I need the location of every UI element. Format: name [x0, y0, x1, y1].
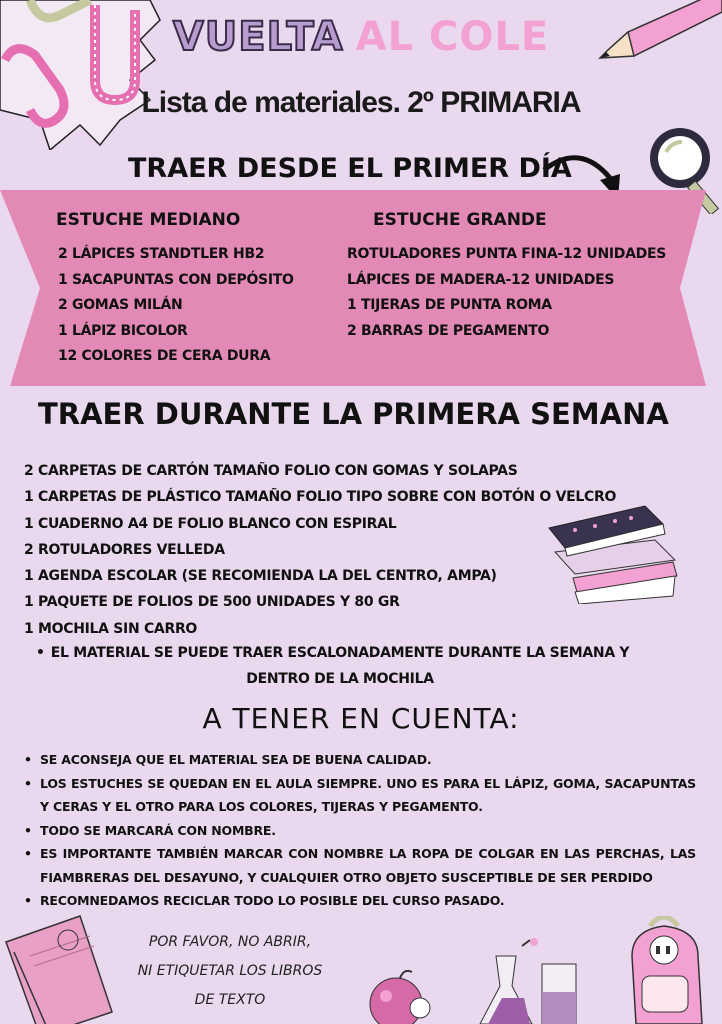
list-item: 12 COLORES DE CERA DURA [58, 348, 271, 364]
list-item: 1 SACAPUNTAS CON DEPÓSITO [58, 271, 294, 288]
list-item: 1 PAQUETE DE FOLIOS DE 500 UNIDADES Y 80 GR [24, 594, 400, 611]
list-item: 1 LÁPIZ BICOLOR [58, 322, 188, 339]
backpack-icon [616, 916, 716, 1024]
notebook-icon [0, 912, 120, 1024]
list-item: LÁPICES DE MADERA-12 UNIDADES [347, 271, 615, 288]
delivery-note-line-1: EL MATERIAL SE PUEDE TRAER ESCALONADAMENTE DURANTE LA SEMANA Y [50, 645, 630, 661]
list-item: • SE ACONSEJA QUE EL MATERIAL SEA DE BUENA CALIDAD. [24, 748, 696, 772]
list-item: 1 CARPETAS DE PLÁSTICO TAMAÑO FOLIO TIPO SOBRE CON BOTÓN O VELCRO [24, 489, 617, 506]
delivery-note [36, 640, 640, 692]
list-item: 2 CARPETAS DE CARTÓN TAMAÑO FOLIO CON GOMAS Y SOLAPAS [24, 463, 518, 479]
pencil-case-large-list [347, 242, 666, 344]
title-part-1: VUELTA [172, 14, 344, 60]
list-item: 1 TIJERAS DE PUNTA ROMA [347, 297, 552, 313]
pencil-case-medium-list [56, 242, 294, 370]
pencil-case-large-title: ESTUCHE GRANDE [373, 210, 547, 230]
apple-icon [360, 968, 438, 1024]
list-item: 1 CUADERNO A4 DE FOLIO BLANCO CON ESPIRAL [24, 515, 397, 532]
list-item: 1 MOCHILA SIN CARRO [24, 620, 198, 637]
page-title [0, 14, 722, 60]
footer-note [120, 928, 340, 1015]
list-item: 2 LÁPICES STANDTLER HB2 [58, 246, 265, 262]
list-item: • RECOMNEDAMOS RECICLAR TODO LO POSIBLE DEL CURSO PASADO. [24, 889, 696, 913]
lab-flasks-icon [460, 936, 590, 1024]
footer-line-1: POR FAVOR, NO ABRIR, [148, 934, 312, 950]
list-item: 2 ROTULADORES VELLEDA [24, 541, 225, 558]
list-item: ROTULADORES PUNTA FINA-12 UNIDADES [347, 246, 667, 262]
footer-line-2: NI ETIQUETAR LOS LIBROS [137, 963, 323, 979]
pencil-case-large [347, 210, 666, 344]
first-week-list [24, 458, 616, 642]
list-item: • TODO SE MARCARÁ CON NOMBRE. [24, 819, 696, 843]
ribbon-banner [0, 190, 722, 388]
footer-line-3: DE TEXTO [194, 992, 266, 1008]
pencil-case-medium [56, 210, 294, 370]
list-item: 2 GOMAS MILÁN [58, 297, 183, 313]
section-heading-first-day: TRAER DESDE EL PRIMER DÍA [128, 153, 572, 184]
books-icon [545, 500, 685, 604]
bullet-icon: • [36, 645, 45, 661]
section-heading-first-week: TRAER DURANTE LA PRIMERA SEMANA [38, 397, 669, 431]
list-item: • LOS ESTUCHES SE QUEDAN EN EL AULA SIEMPRE. UNO ES PARA EL LÁPIZ, GOMA, SACAPUNTAS Y CERAS Y EL OTRO PARA LOS COLORES, TIJERAS Y PEGAMENTO. [24, 772, 696, 819]
list-item: 2 BARRAS DE PEGAMENTO [347, 322, 550, 339]
pencil-case-medium-title: ESTUCHE MEDIANO [56, 210, 241, 230]
list-item: 1 AGENDA ESCOLAR (SE RECOMIENDA LA DEL CENTRO, AMPA) [24, 568, 497, 585]
list-item: • ES IMPORTANTE TAMBIÉN MARCAR CON NOMBRE LA ROPA DE COLGAR EN LAS PERCHAS, LAS FIAMBRERAS DEL DESAYUNO, Y CUALQUIER OTRO OBJETO SUSCEPTIBLE DE SER PERDIDO [24, 842, 696, 889]
title-part-2: AL COLE [355, 14, 550, 60]
delivery-note-line-2: DENTRO DE LA MOCHILA [246, 671, 434, 687]
section-heading-notes: A TENER EN CUENTA: [202, 702, 520, 735]
page-subtitle: Lista de materiales. 2º PRIMARIA [141, 86, 581, 119]
notes-list [24, 748, 696, 913]
